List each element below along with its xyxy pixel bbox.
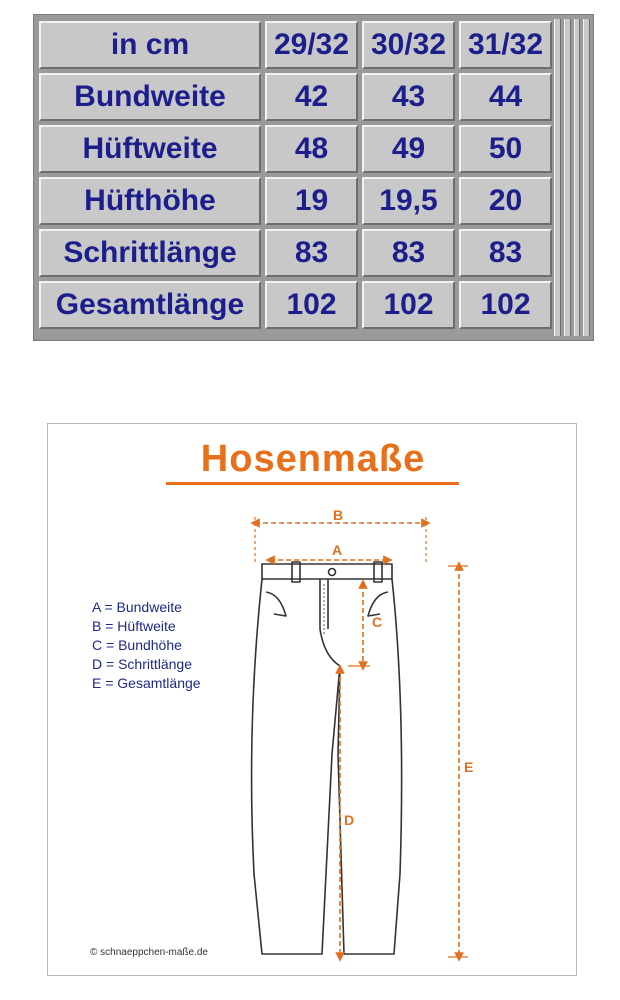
legend-item: B = Hüftweite <box>92 618 176 634</box>
label-c: C <box>372 614 383 630</box>
label-d: D <box>344 812 355 828</box>
measure-line-a <box>270 542 388 560</box>
table-header-size: 29/32 <box>265 21 358 69</box>
label-b: B <box>332 507 344 523</box>
legend-item: E = Gesamtlänge <box>92 675 201 691</box>
cell-value: 20 <box>459 177 552 225</box>
measure-line-c <box>348 584 382 666</box>
row-label: Bundweite <box>39 73 261 121</box>
cell-value: 50 <box>459 125 552 173</box>
legend-item: A = Bundweite <box>92 599 182 615</box>
measurement-legend <box>92 598 201 693</box>
empty-column <box>564 19 571 336</box>
size-table <box>33 14 594 341</box>
empty-columns <box>554 19 590 336</box>
cell-value: 49 <box>362 125 455 173</box>
cell-value: 42 <box>265 73 358 121</box>
legend-item: C = Bundhöhe <box>92 637 182 653</box>
table-row <box>39 177 552 225</box>
empty-column <box>554 19 561 336</box>
empty-column <box>583 19 590 336</box>
cell-value: 44 <box>459 73 552 121</box>
row-label: Hüfthöhe <box>39 177 261 225</box>
diagram-title: Hosenmaße <box>200 438 426 480</box>
table-row <box>39 229 552 277</box>
table-header-size: 31/32 <box>459 21 552 69</box>
cell-value: 83 <box>265 229 358 277</box>
row-label: Schrittlänge <box>39 229 261 277</box>
legend-item: D = Schrittlänge <box>92 656 192 672</box>
table-header-unit: in cm <box>39 21 261 69</box>
label-e: E <box>464 759 474 775</box>
table-header-row <box>39 21 552 69</box>
cell-value: 102 <box>265 281 358 329</box>
label-a: A <box>331 542 343 558</box>
cell-value: 102 <box>362 281 455 329</box>
empty-column <box>574 19 581 336</box>
cell-value: 19,5 <box>362 177 455 225</box>
row-label: Gesamtlänge <box>39 281 261 329</box>
pants-measurement-diagram <box>47 423 577 976</box>
row-label: Hüftweite <box>39 125 261 173</box>
copyright-note: © schnaeppchen-maße.de <box>90 947 208 958</box>
cell-value: 83 <box>362 229 455 277</box>
table-header-size: 30/32 <box>362 21 455 69</box>
table-row <box>39 125 552 173</box>
pants-illustration <box>48 424 576 975</box>
cell-value: 102 <box>459 281 552 329</box>
cell-value: 48 <box>265 125 358 173</box>
cell-value: 19 <box>265 177 358 225</box>
cell-value: 83 <box>459 229 552 277</box>
cell-value: 43 <box>362 73 455 121</box>
measure-line-e <box>448 566 473 957</box>
table-row <box>39 281 552 329</box>
table-row <box>39 73 552 121</box>
